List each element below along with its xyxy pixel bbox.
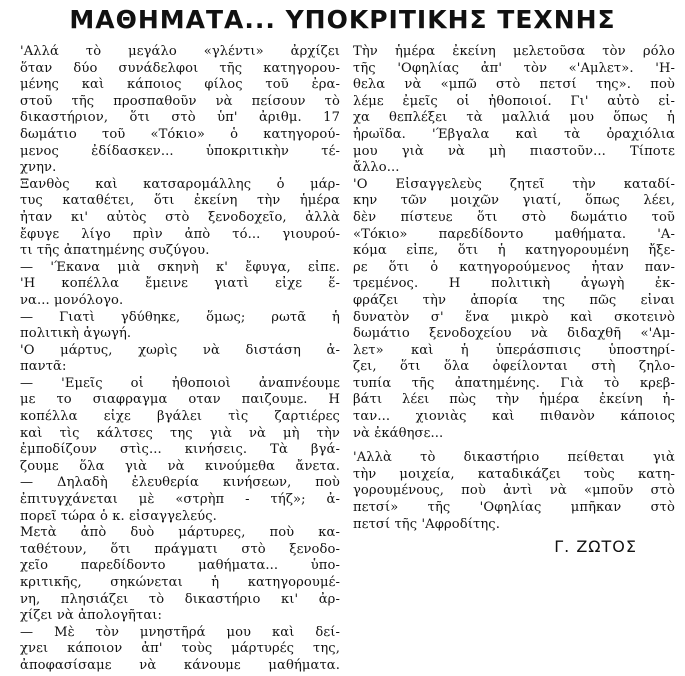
article-text-line: ταν... χιονιὰς καὶ πιθανὸν κάποιος xyxy=(353,409,675,425)
article-text-line: να... μονόλογο. xyxy=(20,292,124,308)
article-text-line: λέμε ἐμεῖς οἱ ἠθοποιοί. Γι' αὐτὸ εἶ- xyxy=(353,93,675,109)
article-text-line: παντᾶ: xyxy=(20,359,67,375)
article-text-line: κοπέλλα εἶχε βγάλει τὶς ζαρτιέρες xyxy=(20,409,340,425)
article-text-line: τι τῆς ἀπατημένης συζύγου. xyxy=(20,243,210,259)
article-text-line: χα θεπλέξει τὰ μαλλιά μου ὅπως ἡ xyxy=(353,110,675,126)
article-text-line: χνην. xyxy=(20,160,57,176)
article-text-line: Τὴν ἡμέρα ἐκείνη μελετοῦσα τὸν ρόλο xyxy=(353,44,675,59)
article-text-line: με το σιαφραγμα οταν παιζουμε. Η xyxy=(20,392,340,408)
article-text-line: στοῦ τῆς προσπαθοῦν νὰ πείσουν τὸ xyxy=(20,93,340,109)
article-text-line: — 'Εμεῖς οἱ ἠθοποιοὶ ἀναπνέουμε xyxy=(20,375,340,391)
article-text-line: ταθέτουν, ὅτι πράγματι στὸ ξενοδο- xyxy=(20,541,340,557)
article-text-line: μου γιὰ νὰ μὴ πιαστοῦν... Τίποτε xyxy=(353,143,675,159)
article-text-line: — 'Έκανα μιὰ σκηνὴ κ' ἔφυγα, εἶπε. xyxy=(20,259,340,275)
article-text-line: ἦταν κι' αὐτὸς στὸ ξενοδοχεῖο, ἀλλὰ xyxy=(20,209,340,225)
right-column-lines xyxy=(353,44,675,533)
author-signature: Γ. ΖΩΤΟΣ xyxy=(554,537,637,557)
article-text-line: τυς καταθέτει, ὅτι ἐκείνη τὴν ἡμέρα xyxy=(20,193,340,209)
article-text-line: δυνατὸν σ' ἕνα μικρὸ καὶ σκοτεινὸ xyxy=(353,309,675,325)
article-text-line: — Γιατὶ γδύθηκε, ὅμως; ρωτᾶ ἡ xyxy=(20,309,340,325)
article-text-line: δωμάτιο τοῦ «Τόκιο» ὁ κατηγορού- xyxy=(20,126,340,142)
article-text-line: ὅταν δύο συνάδελφοι τῆς κατηγορου- xyxy=(20,60,340,76)
article-headline: ΜΑΘΗΜΑΤΑ... ΥΠΟΚΡΙΤΙΚΗΣ ΤΕΧΝΗΣ xyxy=(69,5,616,34)
article-text-line: 'Ο Εἰσαγγελεὺς ζητεῖ τὴν καταδί- xyxy=(353,176,675,192)
article-text-line: δὲν πίστευε ὅτι στὸ δωμάτιο τοῦ xyxy=(353,209,675,225)
article-text-line: χνει κάποιον ἀπ' τοὺς μάρτυρές της, xyxy=(20,641,340,657)
article-text-line: — Δηλαδὴ ἐλευθερία κινήσεων, ποὺ xyxy=(20,475,340,491)
article-text-line: γορουμένους, ποὺ ἀντὶ νὰ «μποῦν στὸ xyxy=(353,483,675,499)
article-text-line: καὶ τὶς κάλτσες της γιὰ νὰ μὴ τὴν xyxy=(20,425,340,441)
article-text-line: — Μὲ τὸν μνηστῆρά μου καὶ δεί- xyxy=(20,624,340,640)
article-text-line: ἀποφασίσαμε νὰ κάνουμε μαθήματα. xyxy=(20,657,340,673)
article-text-line: ἠρωΐδα. 'Έβγαλα καὶ τὰ ὀραχιόλια xyxy=(353,126,675,142)
article-text-line: πετσί τῆς 'Αφροδίτης. xyxy=(353,516,500,532)
article-text-line: ζουμε ὅλα γιὰ νὰ κινούμεθα ἄνετα. xyxy=(20,458,340,474)
article-text-line: 'Αλλά τὸ μεγάλο «γλέντι» ἀρχίζει xyxy=(20,44,340,59)
article-text-line: δικαστήριον, ὅτι στὸ ὑπ' ἀριθμ. 17 xyxy=(20,110,340,126)
article-text-line: τὴν μοιχεία, καταδικάζει τοὺς κατη- xyxy=(353,466,675,482)
article-text-line: μένης καὶ κάποιος φίλος τοῦ ἐρα- xyxy=(20,77,340,93)
article-text-line: κριτικῆς, σηκώνεται ἡ κατηγορουμέ- xyxy=(20,575,340,590)
article-text-line: 'Ο μάρτυς, χωρὶς νὰ διστάση ἀ- xyxy=(20,342,340,358)
article-text-line: νη, πλησιάζει τὸ δικαστήριο κι' ἀρ- xyxy=(20,591,340,607)
article-text-line: κην τῶν μοιχῶν γιατί, ὅπως λέει, xyxy=(353,193,675,209)
article-text-line: ρε ὅτι ὁ κατηγορούμενος ἦταν παν- xyxy=(353,259,675,275)
article-text-line: χίζει νὰ ἀπολογῆται: xyxy=(20,608,163,624)
article-text-line: νὰ ἐκάθησε... xyxy=(353,425,444,441)
article-text-line: τῆς 'Οφηλίας ἀπ' τὸν «'Αμλετ». 'Η- xyxy=(353,60,675,76)
article-text-line: ζει, ὅτι ὅλα ὀφείλονται στὴ ζηλο- xyxy=(353,359,675,375)
article-text-line: κόμα εἶπε, ὅτι ἡ κατηγορουμένη ἤξε- xyxy=(353,243,675,259)
article-text-line: χεῖο παρεδίδοντο μαθήματα... ὑπο- xyxy=(20,558,340,574)
article-text-line: ἐμποδίζουν στὶς... κινήσεις. Τὰ βγά- xyxy=(20,442,340,458)
article-text-line: ἐπιτυγχάνεται μὲ «στρὴπ - τήζ»; ἀ- xyxy=(20,492,340,508)
article-right-column xyxy=(353,44,675,556)
article-text-line: Ξανθὸς καὶ κατσαρομάλλης ὁ μάρ- xyxy=(20,176,340,192)
article-text-line: λετ» καὶ ἡ ὑπεράσπισις ὑποστηρί- xyxy=(353,342,675,358)
article-text-line: δωμάτιο ξενοδοχείου νὰ διδαχθῆ «'Αμ- xyxy=(353,326,675,342)
article-text-line: ἄλλο... xyxy=(353,160,400,176)
article-text-line: φράζει τὴν ἀπορία της πῶς εἶναι xyxy=(353,292,675,308)
article-text-line: θελα νὰ «μπῶ στὸ πετσί της». ποὺ xyxy=(353,77,675,93)
article-text-line: Μετὰ ἀπὸ δυὸ μάρτυρες, ποὺ κα- xyxy=(20,525,340,541)
article-text-line: μενος ἐδίδασκεν... ὑποκριτικὴν τέ- xyxy=(20,143,340,159)
article-text-line: βάτι λέει πὼς τὴν ἡμέρα ἐκείνη ἦ- xyxy=(353,392,675,408)
article-text-line: τρεμένος. Η πολιτικὴ ἀγωγὴ ἐκ- xyxy=(353,276,675,292)
article-text-line xyxy=(353,442,675,450)
article-text-line: πορεῖ τώρα ὁ κ. εἰσαγγελεύς. xyxy=(20,508,217,524)
article-text-line: πετσί» τῆς 'Οφηλίας μπῆκαν στὸ xyxy=(353,500,675,516)
article-text-line: 'Η κοπέλλα ἔμεινε γιατὶ εἶχε ἕ- xyxy=(20,276,340,292)
article-text-line: ἔφυγε λίγο πρὶν ἀπὸ τό... γιουρού- xyxy=(20,226,340,242)
article-text-line: πολιτικὴ ἀγωγή. xyxy=(20,326,132,342)
article-text-line: 'Αλλὰ τὸ δικαστήριο πείθεται γιὰ xyxy=(353,450,675,466)
article-text-line: «Τόκιο» παρεδίδοντο μαθήματα. 'Α- xyxy=(353,226,675,242)
article-text-line: τυπία τῆς ἀπατημένης. Γιὰ τὸ κρεβ- xyxy=(353,375,675,391)
article-left-column xyxy=(20,44,340,675)
